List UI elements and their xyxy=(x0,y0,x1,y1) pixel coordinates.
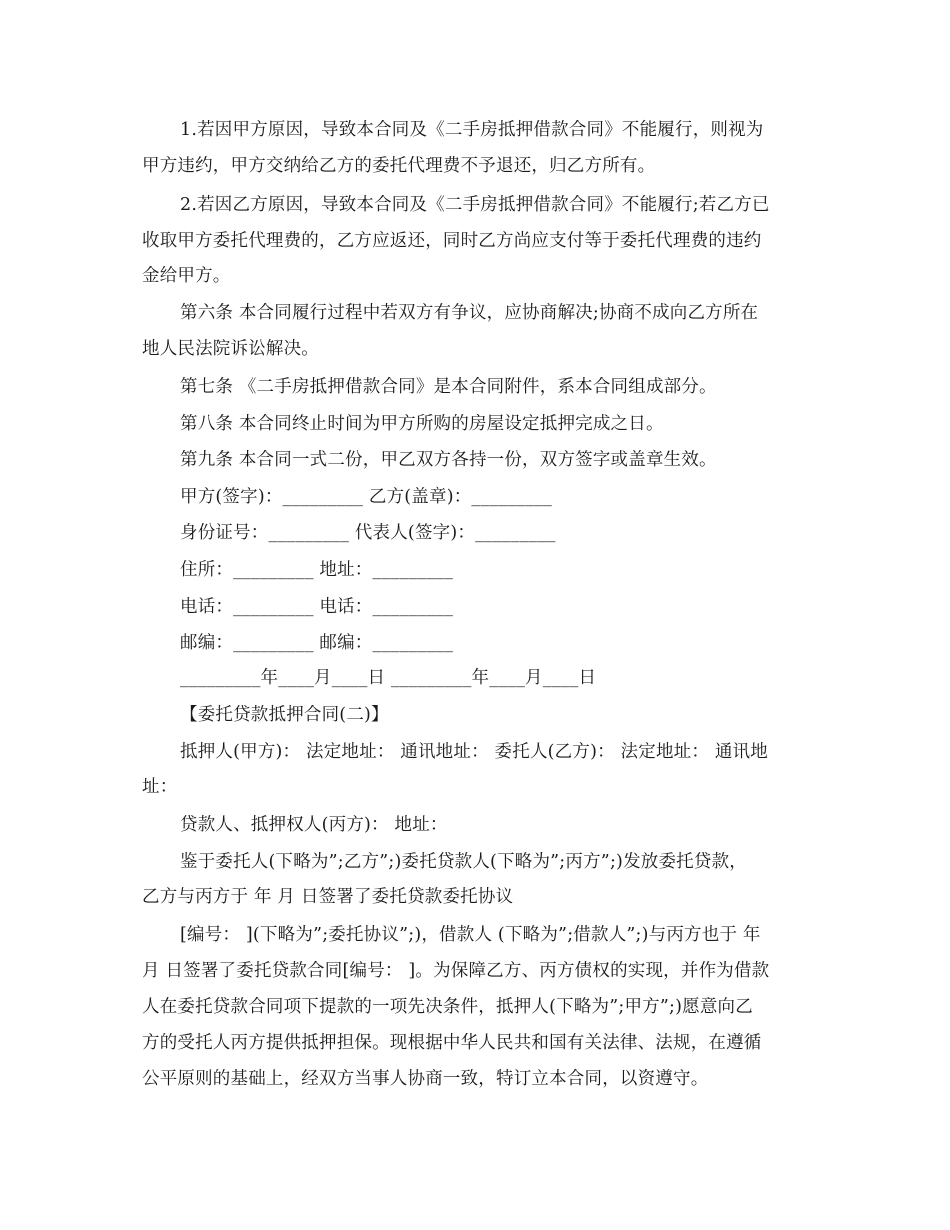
parties-line-1: 抵押人(甲方)： 法定地址： 通讯地址： 委托人(乙方)： 法定地址： 通讯地 xyxy=(180,742,768,762)
preamble-line-4: 月 日签署了委托贷款合同[编号： ]。为保障乙方、丙方债权的实现，并作为借款 xyxy=(142,961,770,981)
article-8: 第八条 本合同终止时间为甲方所购的房屋设定抵押完成之日。 xyxy=(180,414,664,434)
preamble-line-6: 方的受托人丙方提供抵押担保。现根据中华人民共和国有关法律、法规，在遵循 xyxy=(142,1033,762,1053)
clause-party-b-breach-line-2: 收取甲方委托代理费的，乙方应返还，同时乙方尚应支付等于委托代理费的违约 xyxy=(142,231,762,251)
article-7: 第七条 《二手房抵押借款合同》是本合同附件，系本合同组成部分。 xyxy=(180,377,717,397)
clause-party-b-breach-line-1: 2.若因乙方原因，导致本合同及《二手房抵押借款合同》不能履行;若乙方已 xyxy=(180,195,770,215)
preamble-line-2: 乙方与丙方于 年 月 日签署了委托贷款委托协议 xyxy=(142,887,514,907)
signature-address-line: 住所：_________ 地址：_________ xyxy=(180,560,454,580)
lender-line: 贷款人、抵押权人(丙方)： 地址： xyxy=(180,815,448,835)
preamble-line-1: 鉴于委托人(下略为”;乙方”;)委托贷款人(下略为”;丙方”;)发放委托贷款， xyxy=(180,852,747,872)
preamble-line-3: [编号： ](下略为”;委托协议”;)，借款人 (下略为”;借款人”;)与丙方也于 年 xyxy=(180,925,761,945)
signature-date-line: _________年____月____日 _________年____月____日 xyxy=(180,668,597,688)
parties-line-2: 址： xyxy=(142,777,178,797)
article-6-line-1: 第六条 本合同履行过程中若双方有争议，应协商解决;协商不成向乙方所在 xyxy=(180,303,759,323)
section-title: 【委托贷款抵押合同(二)】 xyxy=(180,705,389,725)
signature-phone-line: 电话：_________ 电话：_________ xyxy=(180,597,454,617)
article-9: 第九条 本合同一式二份，甲乙双方各持一份，双方签字或盖章生效。 xyxy=(180,450,717,470)
clause-party-a-breach-line-2: 甲方违约，甲方交纳给乙方的委托代理费不予退还，归乙方所有。 xyxy=(142,156,656,176)
signature-postcode-line: 邮编：_________ 邮编：_________ xyxy=(180,633,454,653)
clause-party-a-breach-line-1: 1.若因甲方原因，导致本合同及《二手房抵押借款合同》不能履行，则视为 xyxy=(180,120,764,140)
article-6-line-2: 地人民法院诉讼解决。 xyxy=(142,339,319,359)
clause-party-b-breach-line-3: 金给甲方。 xyxy=(142,266,231,286)
preamble-line-7: 公平原则的基础上，经双方当事人协商一致，特订立本合同，以资遵守。 xyxy=(142,1069,709,1089)
preamble-line-5: 人在委托贷款合同项下提款的一项先决条件，抵押人(下略为”;甲方”;)愿意向乙 xyxy=(142,997,753,1017)
signature-id-line: 身份证号：_________ 代表人(签字)：_________ xyxy=(180,523,556,543)
signature-party-line: 甲方(签字)：_________ 乙方(盖章)：_________ xyxy=(180,487,552,507)
